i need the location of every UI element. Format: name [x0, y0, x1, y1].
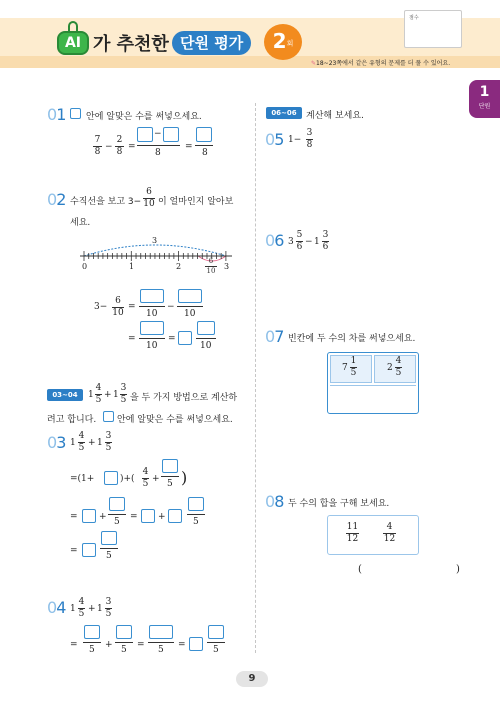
range-text-b: 려고 합니다. — [47, 415, 97, 425]
q1-minus-inner: − — [154, 129, 162, 139]
q2-blank-e[interactable] — [197, 321, 215, 335]
q7-instruction: 빈칸에 두 수의 차를 써넣으세요. — [288, 334, 416, 344]
q3-blank-g[interactable] — [188, 497, 204, 511]
q6-w2: 1 — [314, 237, 320, 247]
q1-instruction: 안에 알맞은 수를 써넣으세요. — [86, 112, 202, 122]
q4-blank-b[interactable] — [116, 625, 132, 639]
q4-frac2: 3 5 — [105, 597, 112, 619]
q2-tick-3: 3 — [224, 262, 230, 271]
q2-d-a: 10 — [146, 309, 158, 319]
q2-d-b: 10 — [184, 309, 196, 319]
range-badge-6: 06~06 — [266, 107, 302, 119]
q5-number: 05 — [265, 130, 284, 149]
q3-d-g: 5 — [193, 517, 199, 527]
q8-instruction: 두 수의 합을 구해 보세요. — [288, 499, 390, 509]
q7-answer-cell[interactable] — [330, 385, 416, 411]
q4-plus2: + — [105, 640, 113, 650]
q6-frac2: 3 6 — [322, 230, 329, 252]
q7-w2: 2 — [387, 363, 393, 373]
q2-tick-2: 2 — [176, 262, 182, 271]
q1-denominator2: 8 — [202, 148, 208, 158]
q3-close-paren: ) — [181, 468, 188, 487]
q4-d-a: 5 — [89, 645, 95, 655]
q3-blank-d[interactable] — [109, 497, 125, 511]
q1-blank-c[interactable] — [196, 127, 212, 142]
q1-blank-b[interactable] — [163, 127, 179, 142]
q4-bar-e — [207, 642, 225, 643]
ai-antenna-icon — [68, 21, 78, 31]
q4-number: 04 — [47, 598, 66, 617]
q2-eq1-frac: 6 10 — [112, 296, 124, 318]
q4-d-c: 5 — [158, 645, 164, 655]
q2-instruction-a: 수직선을 보고 3− — [70, 197, 142, 207]
q8-paren-open: ( — [358, 564, 362, 575]
header-title-tag: 단원 평가 — [172, 31, 251, 55]
q7-w1: 7 — [342, 363, 348, 373]
q3-bar-d — [108, 514, 126, 515]
q2-eq2-eq2: = — [168, 334, 176, 344]
q2-bar-b — [177, 306, 203, 307]
q8-paren-close: ) — [456, 564, 460, 575]
score-label: 점수 — [409, 15, 419, 21]
q1-blank-legend — [70, 108, 81, 119]
q4-blank-d[interactable] — [189, 637, 203, 651]
range-6-text: 계산해 보세요. — [306, 111, 364, 121]
q2-blank-a[interactable] — [140, 289, 164, 303]
q1-eq2: = — [185, 142, 193, 152]
q2-eq2-eq: = — [128, 334, 136, 344]
range-text-a: 을 두 가지 방법으로 계산하 — [130, 393, 238, 403]
q2-minus: − — [167, 302, 175, 312]
q3-line2-plus: + — [152, 474, 160, 484]
q7-number: 07 — [265, 327, 284, 346]
q3-line3-plus: + — [99, 512, 107, 522]
q8-frac2: 4 12 — [383, 522, 396, 544]
q3-frac2: 3 5 — [105, 431, 112, 453]
q3-frac1: 4 5 — [78, 431, 85, 453]
q6-number: 06 — [265, 231, 284, 250]
q4-d-b: 5 — [121, 645, 127, 655]
q3-line3-eq: = — [70, 512, 78, 522]
q2-arc-label: 3 — [152, 236, 158, 245]
q8-number-box — [327, 515, 419, 555]
q2-instruction-c: 세요. — [70, 218, 91, 228]
q4-plus: + — [88, 604, 96, 614]
range-badge-3-4: 03~04 — [47, 389, 83, 401]
q2-tick-0: 0 — [82, 262, 88, 271]
q4-bar-a — [83, 642, 101, 643]
q1-denominator: 8 — [155, 148, 161, 158]
q2-blank-b[interactable] — [178, 289, 202, 303]
chapter-tab[interactable]: 1 단원 — [469, 80, 500, 118]
q7-frac1: 1 5 — [350, 356, 357, 378]
q2-tick-1: 1 — [129, 262, 135, 271]
q5-frac: 3 8 — [306, 128, 313, 150]
q1-frac1: 7 8 — [94, 135, 101, 157]
q4-blank-e[interactable] — [208, 625, 224, 639]
q6-frac1: 5 6 — [296, 230, 303, 252]
q3-line3-plus2: + — [158, 512, 166, 522]
q2-small-frac: 6 10 — [206, 257, 216, 275]
q7-table — [327, 352, 419, 414]
q3-bar-i — [100, 548, 118, 549]
q7-frac2: 4 5 — [395, 356, 402, 378]
q4-eq2: = — [137, 640, 145, 650]
q3-d-i: 5 — [106, 551, 112, 561]
q8-answer-field[interactable] — [366, 562, 454, 576]
q3-line2-a: =(1+ — [70, 474, 95, 484]
q1-number: 01 — [47, 105, 66, 124]
q3-line2-frac: 4 5 — [142, 467, 149, 489]
q1-minus: − — [105, 142, 113, 152]
q3-number: 03 — [47, 433, 66, 452]
q2-bar-d — [196, 338, 216, 339]
q5-lead: 1− — [288, 135, 302, 145]
q6-w1: 3 — [288, 237, 294, 247]
q2-d-d: 10 — [200, 341, 212, 351]
q2-blank-d[interactable] — [178, 331, 192, 345]
range-plus: + — [104, 390, 112, 400]
q1-frac-bar — [137, 145, 180, 146]
q2-number: 02 — [47, 190, 66, 209]
link-icon: ✎ — [311, 60, 317, 67]
q3-blank-i[interactable] — [101, 531, 117, 545]
range-text-c: 안에 알맞은 수를 써넣으세요. — [117, 415, 233, 425]
q2-eq1-eq: = — [128, 302, 136, 312]
q8-number: 08 — [265, 492, 284, 511]
q3-line4-eq: = — [70, 546, 78, 556]
score-box[interactable] — [404, 10, 462, 48]
q3-bar-g — [187, 514, 205, 515]
q3-blank-e[interactable] — [141, 509, 155, 523]
column-divider — [255, 103, 256, 653]
q2-blank-c[interactable] — [140, 321, 164, 335]
q2-frac: 6 10 — [143, 187, 155, 209]
q4-blank-a[interactable] — [84, 625, 100, 639]
q8-frac1: 11 12 — [346, 522, 359, 544]
page-number-badge: 9 — [236, 671, 268, 687]
q1-frac-bar2 — [195, 145, 213, 146]
range-frac1: 4 5 — [95, 383, 102, 405]
q1-eq1: = — [128, 142, 136, 152]
q1-frac2: 2 8 — [116, 135, 123, 157]
q3-blank-f[interactable] — [168, 509, 182, 523]
round-badge: 2회 — [264, 24, 302, 60]
range-w1: 1 — [88, 390, 94, 400]
q4-d-e: 5 — [213, 645, 219, 655]
tip-text: ✎18~23쪽에서 같은 유형의 문제를 더 풀 수 있어요. — [311, 60, 451, 67]
q4-bar-c — [148, 642, 174, 643]
q2-eq1-left: 3− — [94, 302, 108, 312]
q3-line2-b: )+( — [120, 474, 135, 484]
q3-plus: + — [88, 438, 96, 448]
q3-d-b: 5 — [167, 479, 173, 489]
q4-blank-c[interactable] — [149, 625, 173, 639]
range-frac2: 3 5 — [120, 383, 127, 405]
q3-bar-b — [161, 476, 179, 477]
q3-d-d: 5 — [114, 517, 120, 527]
q4-frac1: 4 5 — [78, 597, 85, 619]
q4-eq3: = — [178, 640, 186, 650]
q2-bar-c — [139, 338, 165, 339]
q2-instruction-b: 이 얼마인지 알아보 — [158, 197, 234, 207]
range-blank-legend — [103, 411, 114, 422]
q4-w2: 1 — [97, 604, 103, 614]
ai-badge: AI — [57, 31, 89, 55]
q1-blank-a[interactable] — [137, 127, 153, 142]
q3-blank-h[interactable] — [82, 543, 96, 557]
q4-w1: 1 — [70, 604, 76, 614]
q3-line3-eq2: = — [130, 512, 138, 522]
q4-bar-b — [115, 642, 133, 643]
header-title: 가 추천한 — [93, 34, 169, 55]
q3-blank-c[interactable] — [82, 509, 96, 523]
range-w2: 1 — [113, 390, 119, 400]
q3-blank-b[interactable] — [162, 459, 178, 473]
q6-minus: − — [305, 237, 313, 247]
q3-w2: 1 — [97, 438, 103, 448]
q2-bar-a — [139, 306, 165, 307]
q3-blank-a[interactable] — [104, 471, 118, 485]
q2-d-c: 10 — [146, 341, 158, 351]
q4-eq1: = — [70, 640, 78, 650]
q3-w1: 1 — [70, 438, 76, 448]
